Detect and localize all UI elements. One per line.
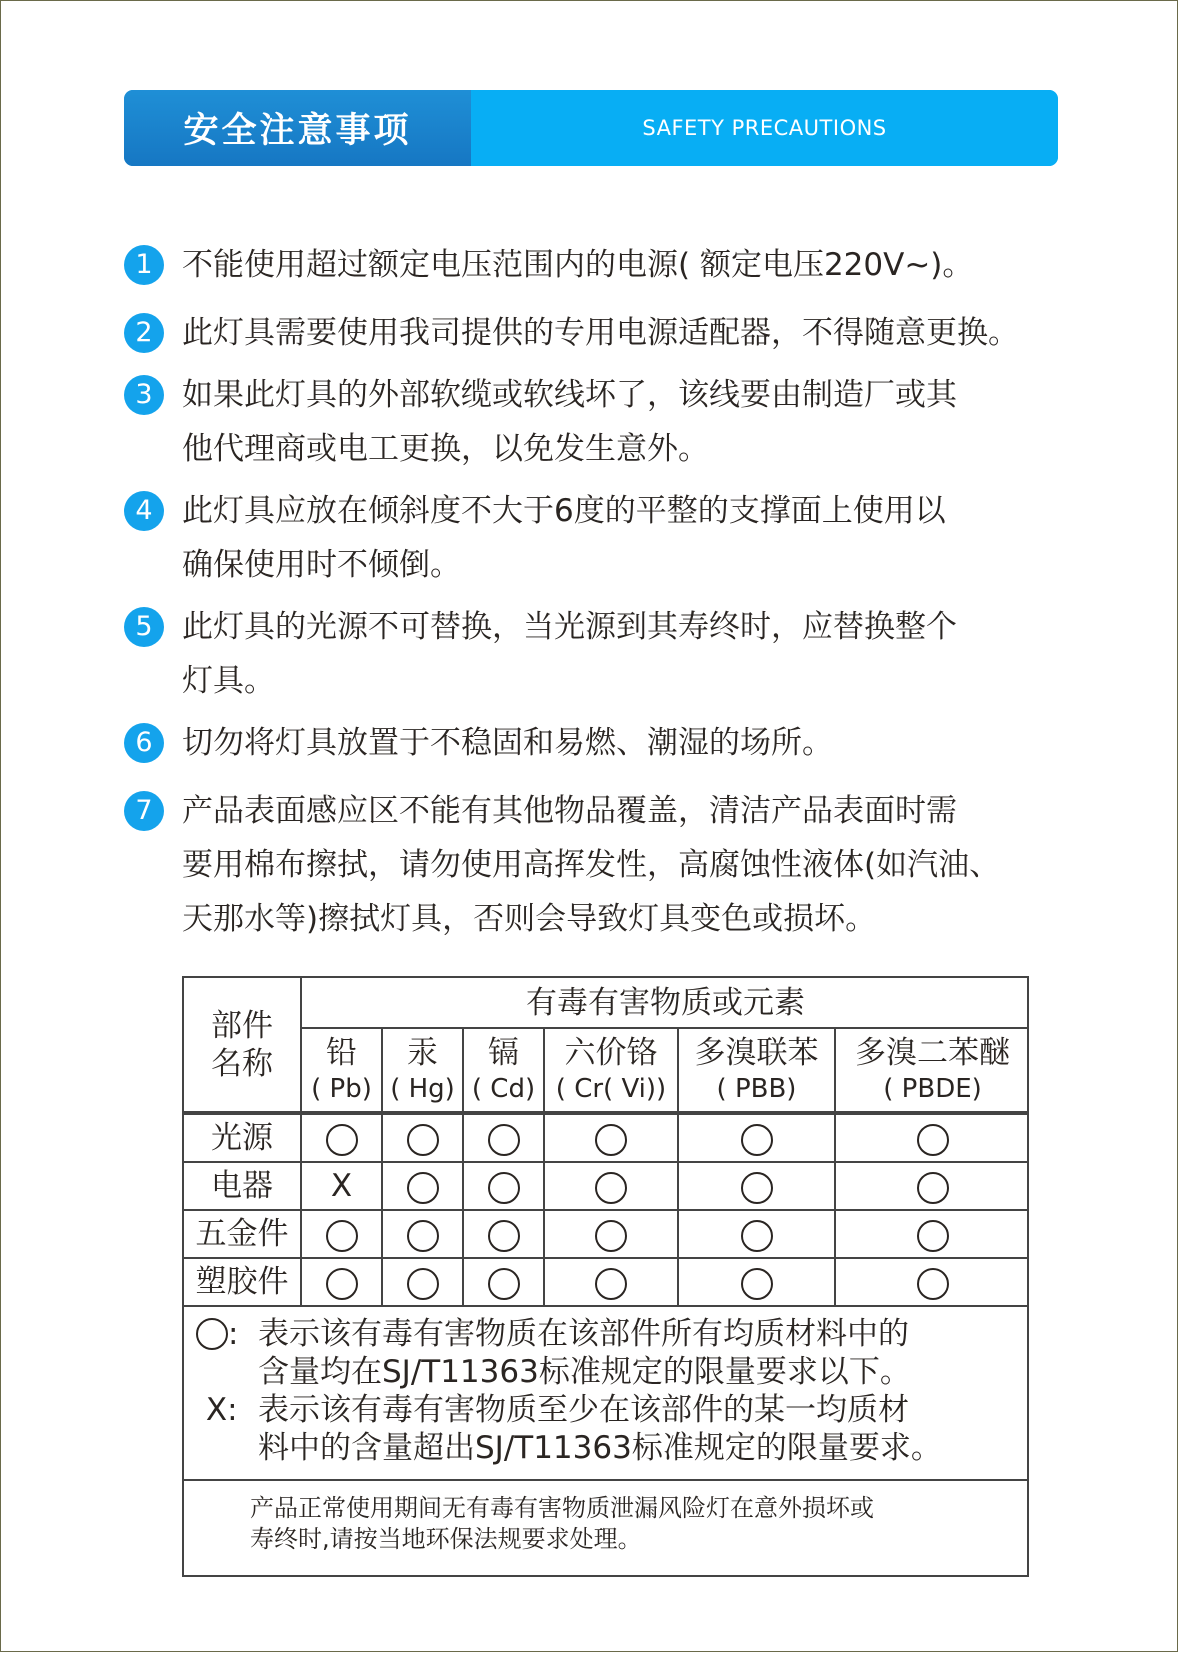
circle-icon xyxy=(595,1220,627,1252)
compliant-mark xyxy=(678,1210,835,1258)
circle-icon xyxy=(741,1268,773,1300)
circle-icon xyxy=(741,1172,773,1204)
part-name-cell: 塑胶件 xyxy=(184,1258,301,1306)
substance-rows xyxy=(184,1113,1029,1307)
compliant-mark xyxy=(835,1114,1029,1162)
part-name-cell: 电器 xyxy=(184,1162,301,1210)
compliant-mark xyxy=(382,1258,463,1306)
precaution-item xyxy=(124,484,1124,592)
compliant-mark xyxy=(382,1114,463,1162)
item-number-badge: 5 xyxy=(124,607,164,647)
precaution-list xyxy=(124,238,1124,946)
circle-icon xyxy=(407,1124,439,1156)
substance-header: 镉 ( Cd) xyxy=(463,1028,544,1112)
circle-icon xyxy=(488,1172,520,1204)
circle-icon xyxy=(488,1220,520,1252)
circle-icon xyxy=(407,1172,439,1204)
circle-icon xyxy=(917,1172,949,1204)
item-number-badge: 6 xyxy=(124,723,164,763)
item-number-badge: 3 xyxy=(124,375,164,415)
compliant-mark xyxy=(678,1114,835,1162)
precaution-item xyxy=(124,784,1124,946)
compliant-mark xyxy=(463,1258,544,1306)
compliant-mark xyxy=(835,1162,1029,1210)
precaution-line: 他代理商或电工更换，以免发生意外。 xyxy=(182,431,709,467)
circle-icon xyxy=(595,1124,627,1156)
substance-group-header: 有毒有害物质或元素 xyxy=(301,978,1029,1028)
compliant-mark xyxy=(463,1114,544,1162)
substance-header: 多溴联苯 ( PBB) xyxy=(678,1028,835,1112)
precaution-line: 此灯具的光源不可替换，当光源到其寿终时，应替换整个 xyxy=(182,609,957,645)
precaution-line: 要用棉布擦拭，请勿使用高挥发性，高腐蚀性液体(如汽油、 xyxy=(182,847,1001,883)
precaution-item xyxy=(124,368,1124,476)
substance-header: 多溴二苯醚 ( PBDE) xyxy=(835,1028,1029,1112)
disposal-footnote: 产品正常使用期间无有毒有害物质泄漏风险灯在意外损坏或 寿终时,请按当地环保法规要求处理。 xyxy=(250,1494,874,1553)
substance-header: 铅 ( Pb) xyxy=(301,1028,382,1112)
precaution-text xyxy=(182,484,1122,592)
circle-icon xyxy=(326,1124,358,1156)
exceeds-mark: X xyxy=(301,1162,382,1210)
table-row xyxy=(184,1258,1029,1306)
compliant-mark xyxy=(301,1210,382,1258)
substance-header: 六价铬 ( Cr( Vi)) xyxy=(544,1028,678,1112)
item-number-badge: 2 xyxy=(124,313,164,353)
precaution-text xyxy=(182,368,1122,476)
compliant-mark xyxy=(544,1114,678,1162)
precaution-line: 天那水等)擦拭灯具，否则会导致灯具变色或损坏。 xyxy=(182,901,877,937)
circle-icon xyxy=(741,1124,773,1156)
compliant-mark xyxy=(382,1162,463,1210)
circle-icon xyxy=(407,1268,439,1300)
legend-row xyxy=(196,1315,1027,1391)
circle-icon xyxy=(196,1318,228,1350)
compliant-mark xyxy=(301,1114,382,1162)
compliant-mark xyxy=(678,1162,835,1210)
precaution-text xyxy=(182,784,1122,946)
precaution-text xyxy=(182,716,1122,770)
compliant-mark xyxy=(835,1258,1029,1306)
table-row xyxy=(184,1210,1029,1258)
compliant-mark xyxy=(678,1258,835,1306)
compliant-mark xyxy=(544,1258,678,1306)
compliant-mark xyxy=(463,1162,544,1210)
hazardous-substance-table xyxy=(182,976,1029,1577)
circle-icon xyxy=(741,1220,773,1252)
precaution-line: 切勿将灯具放置于不稳固和易燃、潮湿的场所。 xyxy=(182,725,833,761)
compliant-mark xyxy=(463,1210,544,1258)
precaution-item xyxy=(124,600,1124,708)
precaution-text xyxy=(182,600,1122,708)
legend-mark: : xyxy=(196,1315,258,1391)
part-name-header: 部件 名称 xyxy=(184,978,301,1112)
circle-icon xyxy=(488,1124,520,1156)
legend-mark: X: xyxy=(205,1392,238,1428)
circle-icon xyxy=(917,1268,949,1300)
item-number-badge: 4 xyxy=(124,491,164,531)
part-name-cell: 光源 xyxy=(184,1114,301,1162)
substance-header: 汞 ( Hg) xyxy=(382,1028,463,1112)
precaution-line: 不能使用超过额定电压范围内的电源( 额定电压220V~)。 xyxy=(182,247,974,283)
precaution-line: 产品表面感应区不能有其他物品覆盖，清洁产品表面时需 xyxy=(182,793,957,829)
precaution-line: 灯具。 xyxy=(182,663,275,699)
circle-icon xyxy=(488,1268,520,1300)
banner-title-en: SAFETY PRECAUTIONS xyxy=(471,90,1058,166)
precaution-line: 此灯具应放在倾斜度不大于6度的平整的支撑面上使用以 xyxy=(182,493,946,529)
compliant-mark xyxy=(544,1210,678,1258)
circle-icon xyxy=(917,1124,949,1156)
compliant-mark xyxy=(301,1258,382,1306)
section-banner xyxy=(124,90,1058,166)
precaution-item xyxy=(124,306,1124,360)
circle-icon xyxy=(595,1172,627,1204)
compliant-mark xyxy=(382,1210,463,1258)
part-name-cell: 五金件 xyxy=(184,1210,301,1258)
table-row xyxy=(184,1162,1029,1210)
item-number-badge: 1 xyxy=(124,245,164,285)
precaution-line: 如果此灯具的外部软缆或软线坏了，该线要由制造厂或其 xyxy=(182,377,957,413)
table-legend xyxy=(184,1307,1027,1481)
substance-table xyxy=(184,978,1029,1113)
precaution-text xyxy=(182,306,1122,360)
compliant-mark xyxy=(835,1210,1029,1258)
compliant-mark xyxy=(544,1162,678,1210)
legend-text: 表示该有毒有害物质在该部件所有均质材料中的 含量均在SJ/T11363标准规定的限量要求以下。 xyxy=(258,1316,911,1390)
item-number-badge: 7 xyxy=(124,791,164,831)
circle-icon xyxy=(917,1220,949,1252)
precaution-item xyxy=(124,716,1124,770)
precaution-text xyxy=(182,238,1122,292)
legend-text: 表示该有毒有害物质至少在该部件的某一均质材 料中的含量超出SJ/T11363标准规定的限量要求。 xyxy=(258,1392,942,1466)
circle-icon xyxy=(326,1220,358,1252)
precaution-line: 此灯具需要使用我司提供的专用电源适配器，不得随意更换。 xyxy=(182,315,1019,351)
circle-icon xyxy=(407,1220,439,1252)
legend-row xyxy=(196,1391,1027,1467)
circle-icon xyxy=(595,1268,627,1300)
precaution-line: 确保使用时不倾倒。 xyxy=(182,547,461,583)
banner-title-cn: 安全注意事项 xyxy=(124,90,471,166)
precaution-item xyxy=(124,238,1124,292)
table-row xyxy=(184,1114,1029,1162)
circle-icon xyxy=(326,1268,358,1300)
